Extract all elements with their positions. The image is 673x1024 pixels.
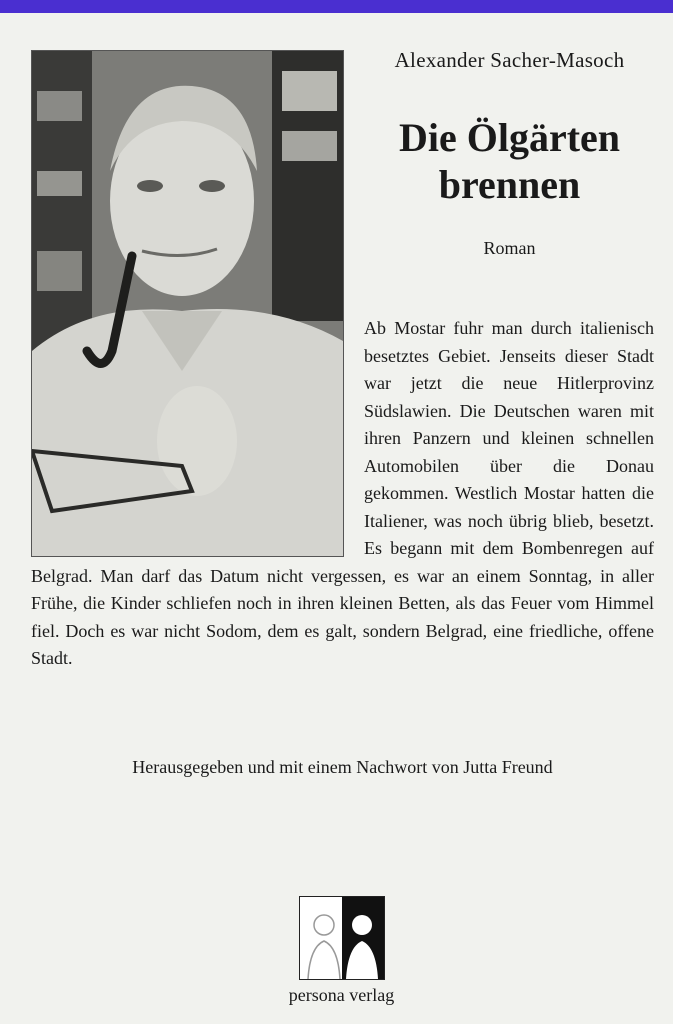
persona-verlag-logo-icon xyxy=(299,896,385,980)
book-title-line1: Die Ölgärten xyxy=(398,115,621,160)
blurb-text: Ab Mostar fuhr man durch italienisch besetztes Gebiet. Jenseits dieser Stadt war jetzt die neue Hitlerprovinz Südslawien. Die Deutschen waren mit ihren Panzern und kleinen schnellen Automobilen über die Donau gekommen. Westlich Mostar hatten die Italiener, was noch übrig blieb, besetzt. Es begann mit dem Bombenregen auf Belgrad. Man darf das Datum nicht vergessen, es war an einem Sonntag, in aller Frühe, die Kinder schliefen noch in ihren kleinen Betten, als das Feuer vom Himmel fiel. Doch es war nicht Sodom, dem es galt, sondern Belgrad, eine friedliche, offene Stadt. xyxy=(31,318,654,668)
book-title-line2: brennen xyxy=(438,162,581,207)
author-name: Alexander Sacher-Masoch xyxy=(394,48,625,72)
blurb-container xyxy=(31,315,654,673)
genre-label: Roman xyxy=(483,238,536,258)
editor-note: Herausgegeben und mit einem Nachwort von Jutta Freund xyxy=(132,757,553,777)
publisher-name: persona verlag xyxy=(288,985,395,1005)
blurb-photo-spacer xyxy=(31,315,364,562)
logo-silhouettes xyxy=(300,897,384,979)
top-color-bar xyxy=(0,0,673,13)
book-title xyxy=(362,114,657,208)
